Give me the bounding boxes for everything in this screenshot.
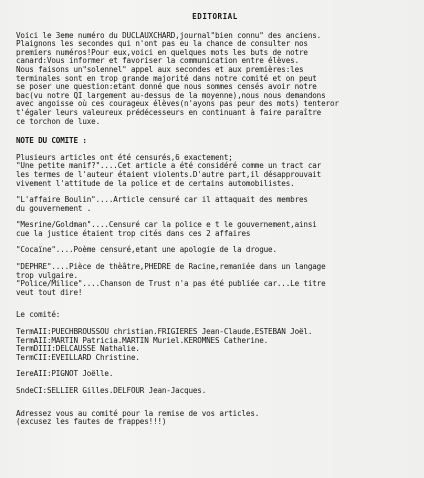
censored-article-1 bbox=[16, 154, 414, 188]
dephre-line: veut tout dire! bbox=[16, 287, 83, 297]
mesrine-line: cue la justice étaient trop cités dans ces 2 affaires bbox=[16, 228, 251, 238]
editorial-line: Nous faisons un"solennel" appel aux secondes et aux premières:les bbox=[16, 64, 304, 74]
committee-heading: Le comité: bbox=[16, 310, 61, 320]
censored-line: vivement l'attitude de la police et de certains automobilistes. bbox=[16, 178, 295, 188]
censored-article-2 bbox=[16, 196, 414, 213]
censored-line: Plusieurs articles ont été censurés,6 exactement; bbox=[16, 152, 233, 162]
committee-line: TermCII:EVEILLARD Christine. bbox=[16, 352, 140, 362]
closing-line: Adressez vous au comité pour la remise de vos articles. bbox=[16, 408, 260, 418]
editorial-line: se poser une question:etant donné que nous sommes censés avoir notre bbox=[16, 82, 317, 92]
editorial-line: terminales sont en trop grande majorité dans notre comité et on peut bbox=[16, 73, 317, 83]
editorial-line: avec angoisse où ces courageux élèves(n'ayons pas peur des mots) tenteror bbox=[16, 99, 339, 109]
page-title: EDITORIAL bbox=[192, 12, 238, 21]
censored-line: les termes de l'auteur étaient violents.D'autre part,il désapprouvait bbox=[16, 169, 322, 179]
censored-article-5-6 bbox=[16, 263, 414, 297]
editorial-line: t'égaler leurs valeureux prédécesseurs en continuant à faire paraître bbox=[16, 107, 322, 117]
editorial-line: ce torchon de luxe. bbox=[16, 116, 101, 126]
closing-note bbox=[16, 410, 414, 427]
mesrine-line: "Mesrine/Goldman"....Censuré car la police e t le gouvernement,ainsi bbox=[16, 220, 317, 230]
affaire-line: "L'affaire Boulin"....Article censuré car il attaquait des membres bbox=[16, 195, 308, 205]
cocaine-line: "Cocaïne"....Poème censuré,etant une apologie de la drogue. bbox=[16, 245, 277, 255]
censored-article-3 bbox=[16, 221, 414, 238]
editorial-line: bac(vu notre QI largement au-dessus de la moyenne),nous nous demandons bbox=[16, 90, 326, 100]
editorial-paragraph bbox=[16, 32, 414, 127]
committee-list bbox=[16, 328, 414, 396]
censored-line: "Une petite manif?"....Cet article a été considéré comme un tract car bbox=[16, 161, 322, 171]
committee-line: TermAII:PUECHBROUSSOU christian.FRIGIERES Jean-Claude.ESTEBAN Joël. bbox=[16, 327, 313, 337]
editorial-line: premiers numéros!Pour eux,voici en quelques mots les buts de notre bbox=[16, 47, 308, 57]
dephre-line: trop vulgaire. bbox=[16, 270, 78, 280]
dephre-line: "Police/Milice"....Chanson de Trust n'a pas été publiée car...Le titre bbox=[16, 279, 326, 289]
committee-line: TermDIII:DELCAUSSE Nathalie. bbox=[16, 344, 140, 354]
committee-line: IereAII:PIGNOT Joëlle. bbox=[16, 369, 114, 379]
editorial-line: Voici le 3eme numéro du DUCLAUXCHARD,journal"bien connu" des anciens. bbox=[16, 30, 322, 40]
committee-line: TermAII:MARTIN Patricia.MARTIN Muriel.KEROMNES Catherine. bbox=[16, 335, 269, 345]
closing-line: (excusez les fautes de frappes!!!) bbox=[16, 417, 167, 427]
committee-line: SndeCI:SELLIER Gilles.DELFOUR Jean-Jacques. bbox=[16, 386, 207, 395]
editorial-line: canard:Vous informer et favoriser la communication entre élèves. bbox=[16, 56, 299, 66]
affaire-line: du gouvernement . bbox=[16, 203, 92, 213]
editorial-line: Plaignons les secondes qui n'ont pas eu la chance de consulter nos bbox=[16, 39, 308, 49]
note-heading: NOTE DU COMITE : bbox=[16, 136, 87, 146]
dephre-line: "DEPHRE"....Pièce de thèâtre,PHEDRE de Racine,remaniée dans un langage bbox=[16, 262, 326, 272]
